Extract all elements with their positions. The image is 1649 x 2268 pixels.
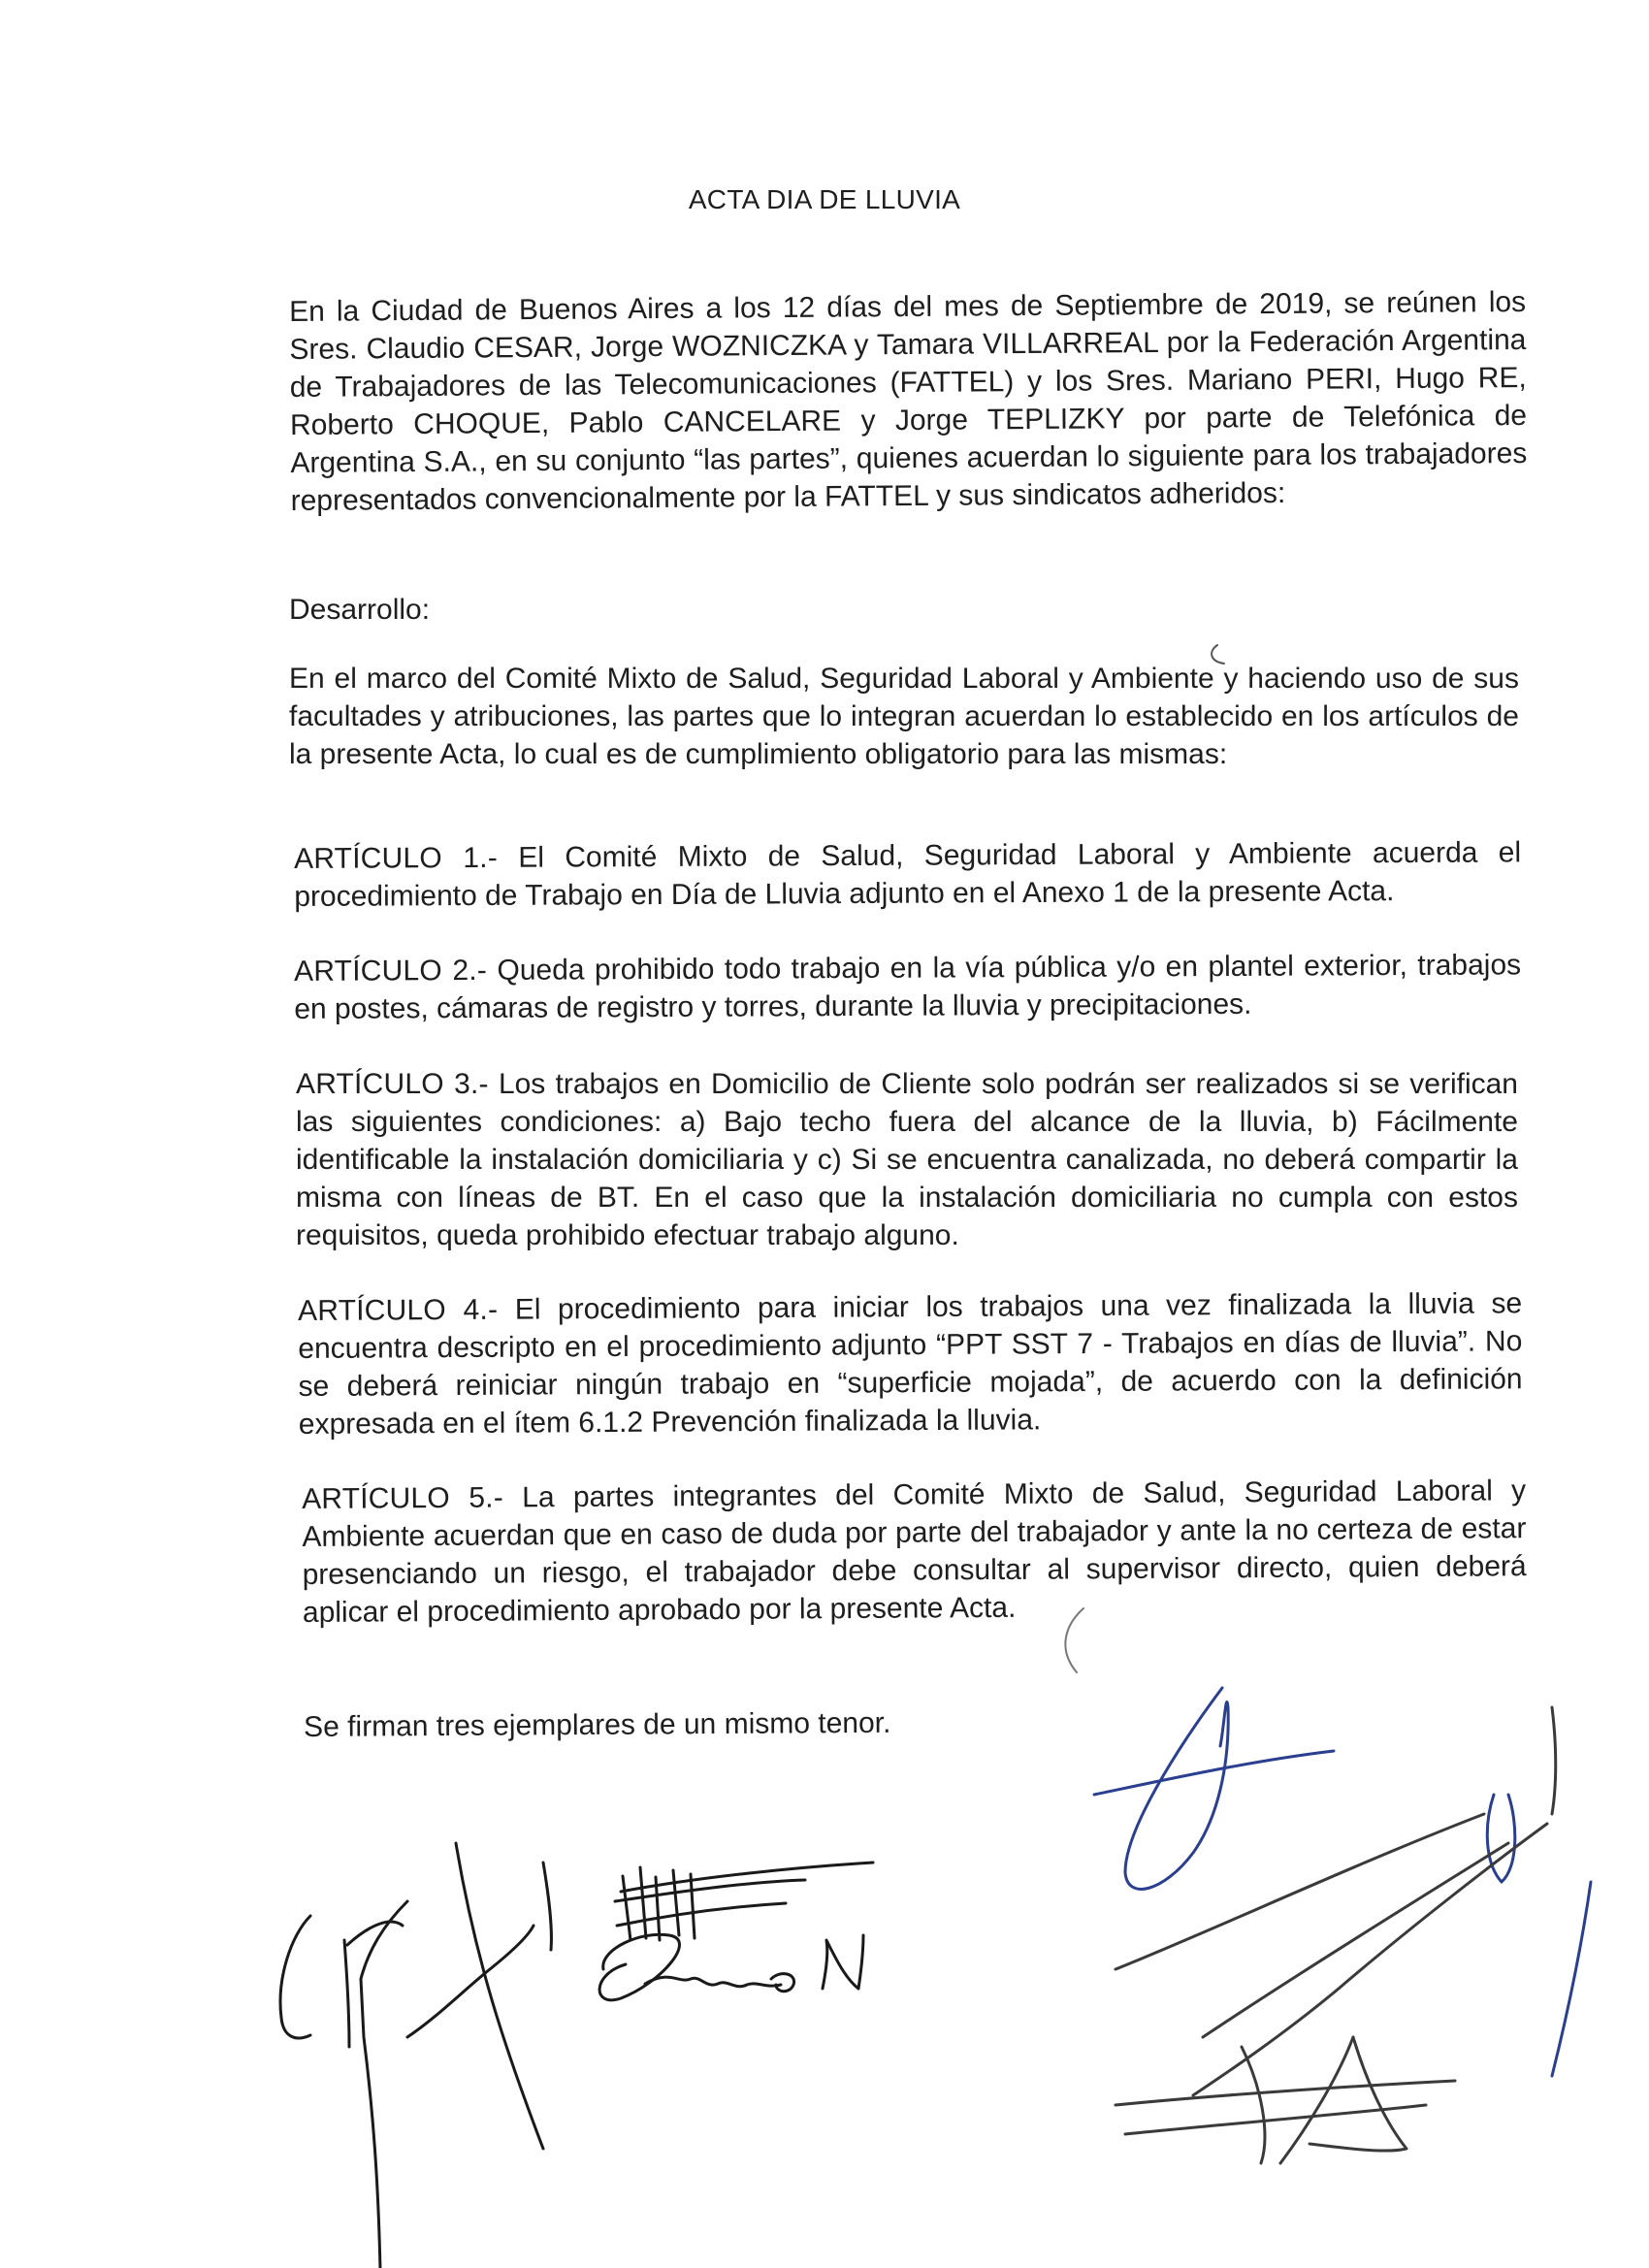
pen-mark [1212,645,1224,664]
article-text: El procedimiento para iniciar los trabajos una vez finalizada la lluvia se encuentra descripto en el procedimiento adjunto “PPT SST 7 - Trabajos en días de lluvia”. No se deberá reiniciar ningún trabajo en “superficie mojada”, de acuerdo con la definición expresada en el ítem 6.1.2 Prevención finalizada la lluvia. [298,1287,1523,1441]
article-label: ARTÍCULO 5.- [302,1481,504,1515]
development-paragraph: En el marco del Comité Mixto de Salud, Seguridad Laboral y Ambiente y haciendo uso de sus facultades y atribuciones, las partes que lo integran acuerdan lo establecido en los artículos de la presente Acta, lo cual es de cumplimiento obligatorio para las mismas: [289,663,1519,770]
article-text: Queda prohibido todo trabajo en la vía pública y/o en plantel exterior, trabajos en postes, cámaras de registro y torres, durante la lluvia y precipitaciones. [294,949,1522,1025]
article-text: Los trabajos en Domicilio de Cliente solo podrán ser realizados si se verifican las siguientes condiciones: a) Bajo techo fuera del alcance de la lluvia, b) Fácilmente identificable la instalación domiciliaria y c) Si se encuentra canalizada, no deberá compartir la misma con líneas de BT. En el caso que la instalación domiciliaria no cumpla con estos requisitos, queda prohibido efectuar trabajo alguno. [296,1068,1518,1251]
article-label: ARTÍCULO 1.- [294,841,499,875]
signature-left-1 [280,1843,551,2268]
article-text: La partes integrantes del Comité Mixto de Salud, Seguridad Laboral y Ambiente acuerdan que en caso de duda por parte del trabajador y ante la no certeza de estar presenciando un riesgo, el trabajador debe consultar al supervisor directo, quien deberá aplicar el procedimiento aprobado por la presente Acta. [302,1474,1527,1629]
signature-left-2 [599,1863,873,2000]
closing-line: Se firman tres ejemplares de un mismo tenor. [304,1706,891,1743]
document-title: ACTA DIA DE LLUVIA [688,184,961,214]
article-label: ARTÍCULO 3.- [296,1068,489,1100]
intro-paragraph: En la Ciudad de Buenos Aires a los 12 días del mes de Septiembre de 2019, se reúnen los Sres. Claudio CESAR, Jorge WOZNICZKA y Tamara VILLARREAL por la Federación Argentina de Trabajadores de las Telecomunicaciones (FATTEL) y los Sres. Mariano PERI, Hugo RE, Roberto CHOQUE, Pablo CANCELARE y Jorge TEPLIZKY por parte de Telefónica de Argentina S.A., en su conjunto “las partes”, quienes acuerdan lo siguiente para los trabajadores representados convencionalmente por la FATTEL y sus sindicatos adheridos: [289,285,1528,517]
article-label: ARTÍCULO 2.- [294,954,488,988]
section-heading: Desarrollo: [289,594,431,626]
article-text: El Comité Mixto de Salud, Seguridad Laboral y Ambiente acuerda el procedimiento de Trabajo en Día de Lluvia adjunto en el Anexo 1 de la presente Acta. [294,836,1522,913]
signature-right-blue [1094,1688,1591,2076]
article-label: ARTÍCULO 4.- [298,1293,499,1327]
pen-mark [1065,1608,1083,1672]
